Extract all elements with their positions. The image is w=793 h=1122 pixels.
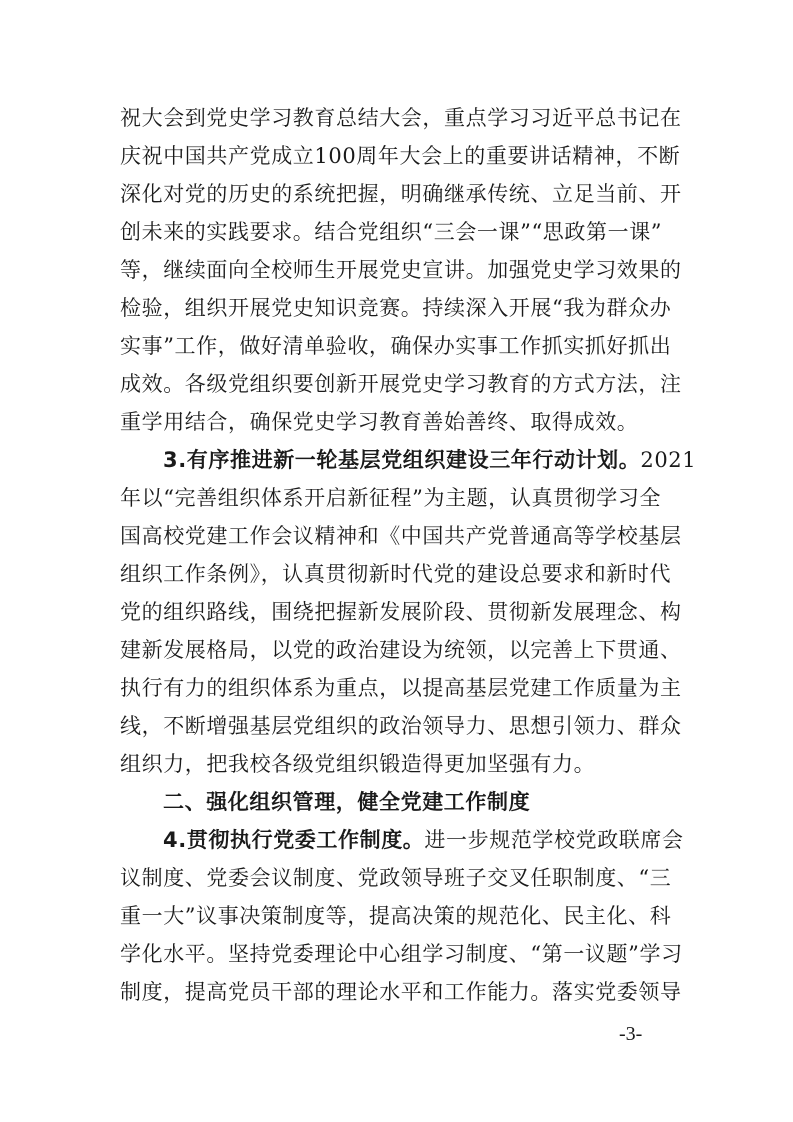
- item-3-first-line: [163, 445, 696, 475]
- paragraph-line: 年以“完善组织体系开启新征程”为主题，认真贯彻学习全: [120, 486, 662, 510]
- paragraph-line: 庆祝中国共产党成立100周年大会上的重要讲话精神，不断: [120, 144, 681, 168]
- item-3-title: 3.有序推进新一轮基层党组织建设三年行动计划。: [163, 448, 641, 472]
- paragraph-line: 创未来的实践要求。结合党组织“三会一课”“思政第一课”: [120, 220, 663, 244]
- page-number: -3-: [619, 1023, 643, 1045]
- item-4-title: 4.贯彻执行党委工作制度。: [163, 828, 425, 852]
- paragraph-line: 重一大”议事决策制度等，提高决策的规范化、民主化、科: [120, 904, 672, 928]
- paragraph-line: 祝大会到党史学习教育总结大会，重点学习习近平总书记在: [120, 106, 682, 130]
- paragraph-line: 组织力，把我校各级党组织锻造得更加坚强有力。: [120, 752, 596, 776]
- paragraph-line: 实事”工作，做好清单验收，确保办实事工作抓实抓好抓出: [120, 334, 672, 358]
- paragraph-line: 检验，组织开展党史知识竞赛。持续深入开展“我为群众办: [120, 296, 672, 320]
- paragraph-line: 深化对党的历史的系统把握，明确继承传统、立足当前、开: [120, 182, 682, 206]
- paragraph-line: 议制度、党委会议制度、党政领导班子交叉任职制度、“三: [120, 866, 672, 890]
- paragraph-line: 线，不断增强基层党组织的政治领导力、思想引领力、群众: [120, 714, 682, 738]
- paragraph-line: 组织工作条例》，认真贯彻新时代党的建设总要求和新时代: [120, 562, 672, 586]
- paragraph-line: 国高校党建工作会议精神和《中国共产党普通高等学校基层: [120, 524, 682, 548]
- item-4-first-tail: 进一步规范学校党政联席会: [424, 828, 684, 852]
- paragraph-line: 制度，提高党员干部的理论水平和工作能力。落实党委领导: [120, 980, 682, 1004]
- paragraph-line: 建新发展格局，以党的政治建设为统领，以完善上下贯通、: [120, 638, 682, 662]
- paragraph-line: 执行有力的组织体系为重点，以提高基层党建工作质量为主: [120, 676, 682, 700]
- paragraph-line: 学化水平。坚持党委理论中心组学习制度、“第一议题”学习: [120, 942, 683, 966]
- paragraph-line: 重学用结合，确保党史学习教育善始善终、取得成效。: [120, 410, 639, 434]
- section-heading: 二、强化组织管理，健全党建工作制度: [163, 790, 531, 814]
- paragraph-line: 党的组织路线，围绕把握新发展阶段、贯彻新发展理念、构: [120, 600, 682, 624]
- paragraph-line: 等，继续面向全校师生开展党史宣讲。加强党史学习效果的: [120, 258, 682, 282]
- paragraph-line: 成效。各级党组织要创新开展党史学习教育的方式方法，注: [120, 372, 682, 396]
- item-3-first-tail: 2021: [640, 448, 697, 472]
- item-4-first-line: [163, 825, 684, 855]
